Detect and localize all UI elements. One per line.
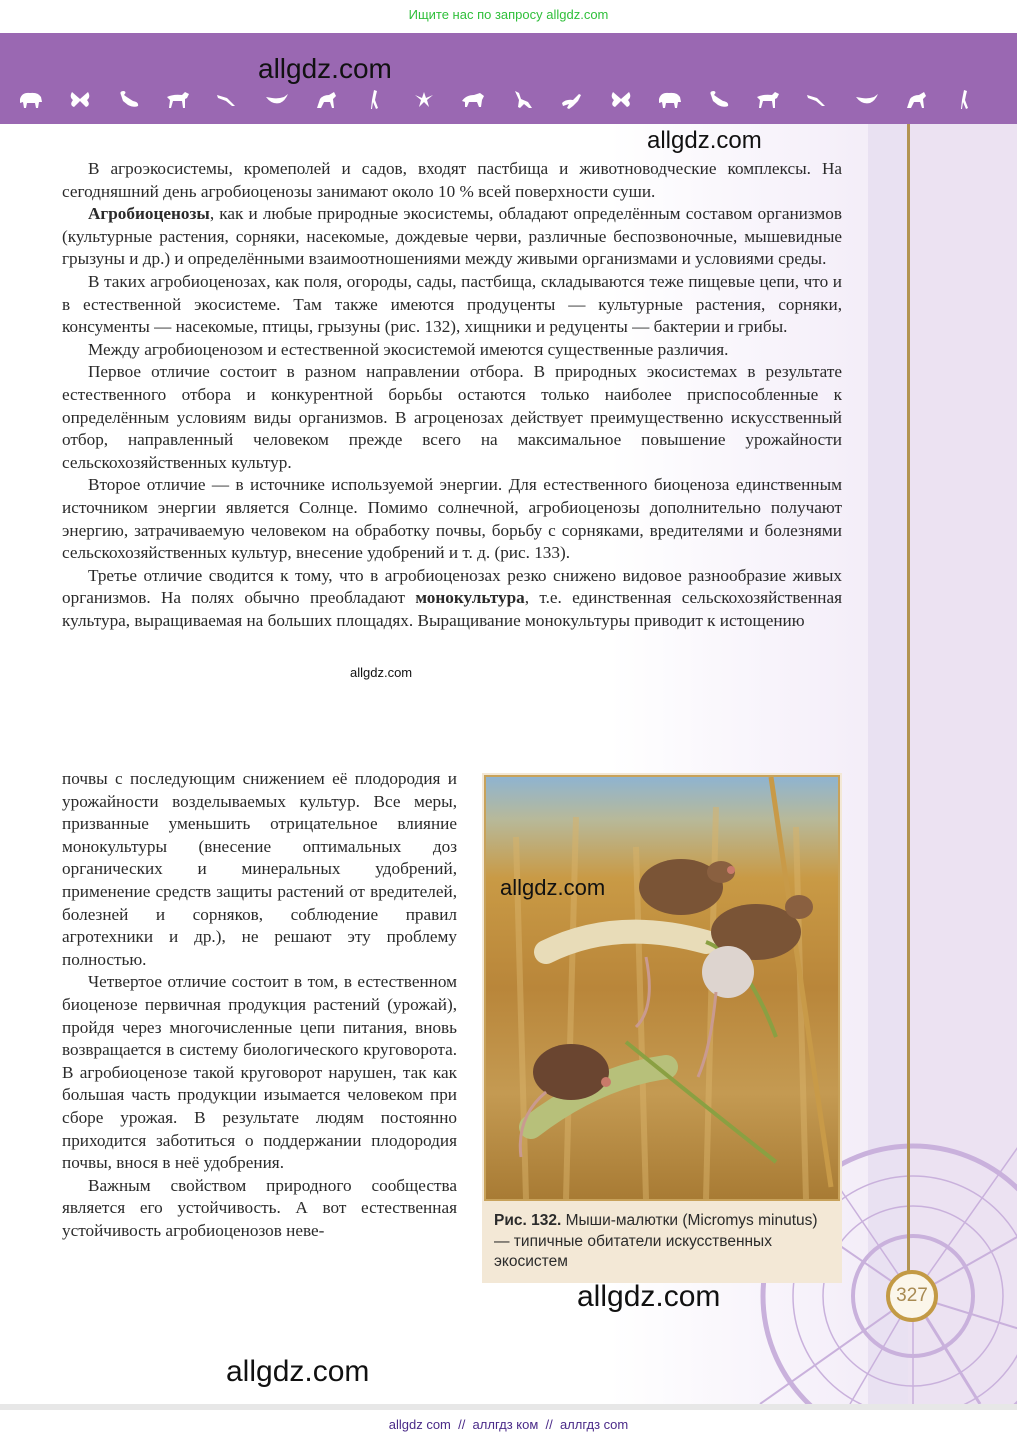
harvest-mice-photo bbox=[484, 775, 840, 1201]
paragraph: В таких агробиоценозах, как поля, огороды, сады, пастбища, складываются теже пищевые цепи, что и в естественной экосистеме. Там также имеются продуценты — культурные растения, сорняки, консументы — насекомые, птицы, грызуны (рис. 132), хищники и редуценты — бактерии и грибы. bbox=[62, 271, 842, 337]
hyena-icon bbox=[903, 89, 929, 111]
bird-icon bbox=[805, 89, 831, 111]
header-band bbox=[0, 33, 1017, 124]
paragraph: Первое отличие состоит в разном направлении отбора. В природных экосистемах в результате естественного отбора и конкурентной борьбы остаются только наиболее приспособленные к определённым условиям виды организмов. В агроценозах действует преимущественно искусственный отбор, направленный человеком прежде всего на максимальное повышение урожайности сельскохозяйственных культур. bbox=[62, 362, 842, 472]
horse-icon bbox=[755, 89, 781, 111]
top-banner-text: Ищите нас по запросу allgdz.com bbox=[408, 7, 609, 22]
paragraph bbox=[62, 203, 842, 271]
insect-icon bbox=[411, 89, 437, 111]
bottom-strip-text: allgdz com // аллгдз ком // аллгдз com bbox=[388, 1417, 629, 1432]
scorpion-icon bbox=[116, 89, 142, 111]
scorpion-icon bbox=[706, 89, 732, 111]
hyena-icon bbox=[313, 89, 339, 111]
lemur-icon bbox=[510, 89, 536, 111]
figure-label: Рис. 132. bbox=[494, 1212, 562, 1229]
animal-icon-strip bbox=[18, 85, 978, 115]
body-text-full-width bbox=[62, 158, 842, 632]
paragraph: Четвертое отличие состоит в том, в естественном биоценозе первичная продукция растений (урожай), пройдя через многочисленные цепи питания, вновь возвращается в систему биологического круговорота. В агробиоценозе такой круговорот нарушен, так как большая часть продукции изымается человеком при сборе урожая. В результате людям постоянно приходится заботиться о поддержании плодородия почвы, внося в неё удобрения. bbox=[62, 972, 457, 1173]
meerkat-icon bbox=[952, 89, 978, 111]
meerkat-icon bbox=[362, 89, 388, 111]
paragraph-text: Третье отличие сводится к тому, что в агробиоценозах резко снижено видовое разнообразие живых организмов. На полях обычно преобладают bbox=[62, 565, 842, 608]
dolphin-icon bbox=[854, 89, 880, 111]
paragraph: В агроэкосистемы, кромеполей и садов, входят пастбища и животноводческие комплексы. На сегодняшний день агробиоценозы занимают около 10 % всей поверхности суши. bbox=[62, 159, 842, 201]
bison-icon bbox=[657, 89, 683, 111]
butterfly-icon bbox=[608, 89, 634, 111]
paragraph bbox=[62, 565, 842, 633]
body-text-narrow-column bbox=[62, 768, 457, 1242]
paragraph-text: , как и любые природные экосистемы, обладают определённым составом организмов (культурные растения, сорняки, насекомые, дождевые черви, различные беспозвоночные, мышевидные грызуны и др.) и определёнными взаимоотношениями между живыми организмами и условиями среды. bbox=[62, 204, 842, 269]
top-banner bbox=[0, 0, 1017, 33]
figure-caption-text: Мыши-малютки (Micromys minutus) — типичные обитатели искусственных экосистем bbox=[494, 1212, 818, 1270]
watermark-below-caption: allgdz.com bbox=[577, 1280, 721, 1313]
paragraph: Важным свойством природного сообщества является его устойчивость. А вот естественная устойчивость агробиоценозов неве- bbox=[62, 1175, 457, 1240]
bird-icon bbox=[215, 89, 241, 111]
paragraph-text: , т.е. единственная сельскохозяйственная культура, выращиваемая на больших площадях. Выращивание монокультуры приводит к истощению bbox=[62, 588, 842, 630]
watermark-photo: allgdz.com bbox=[500, 875, 606, 900]
term-monoculture: монокультура bbox=[415, 588, 525, 608]
figure-132 bbox=[482, 773, 842, 1283]
bison-icon bbox=[18, 89, 44, 111]
bull-icon bbox=[460, 89, 486, 111]
paragraph: почвы с последующим снижением её плодородия и урожайности возделываемых культур. Все меры, призванные уменьшить отрицательное влияние монокультуры (внесение оптимальных доз органических и минеральных удобрений, применение средств защиты растений от вредителей, болезней и сорняков, соблюдение правил агротехники и др.), не решают эту проблему полностью. bbox=[62, 769, 457, 969]
antelope-icon bbox=[559, 89, 585, 111]
watermark-small: allgdz.com bbox=[350, 665, 413, 680]
horse-icon bbox=[165, 89, 191, 111]
watermark-top-right: allgdz.com bbox=[647, 127, 762, 154]
paragraph: Между агробиоценозом и естественной экосистемой имеются существенные различия. bbox=[88, 339, 729, 359]
butterfly-icon bbox=[67, 89, 93, 111]
photo-illustration bbox=[486, 777, 838, 1199]
gold-margin-line bbox=[907, 124, 910, 1276]
bottom-watermark-strip bbox=[0, 1404, 1017, 1440]
watermark-header: allgdz.com bbox=[258, 53, 392, 84]
watermark-bottom-left: allgdz.com bbox=[226, 1355, 370, 1388]
term-agrobiocenoses: Агробиоценозы bbox=[88, 204, 210, 224]
dolphin-icon bbox=[264, 89, 290, 111]
figure-caption bbox=[494, 1211, 834, 1273]
paragraph: Второе отличие — в источнике используемой энергии. Для естественного биоценоза единственным источником энергии является Солнце. Помимо солнечной, агробиоценозы дополнительно получают энергию, затрачиваемую человеком на обработку почвы, борьбу с сорняками, вредителями и болезнями сельскохозяйственных культур, внесение удобрений и т. д. (рис. 133). bbox=[62, 475, 842, 563]
page-number: 327 bbox=[886, 1270, 938, 1322]
